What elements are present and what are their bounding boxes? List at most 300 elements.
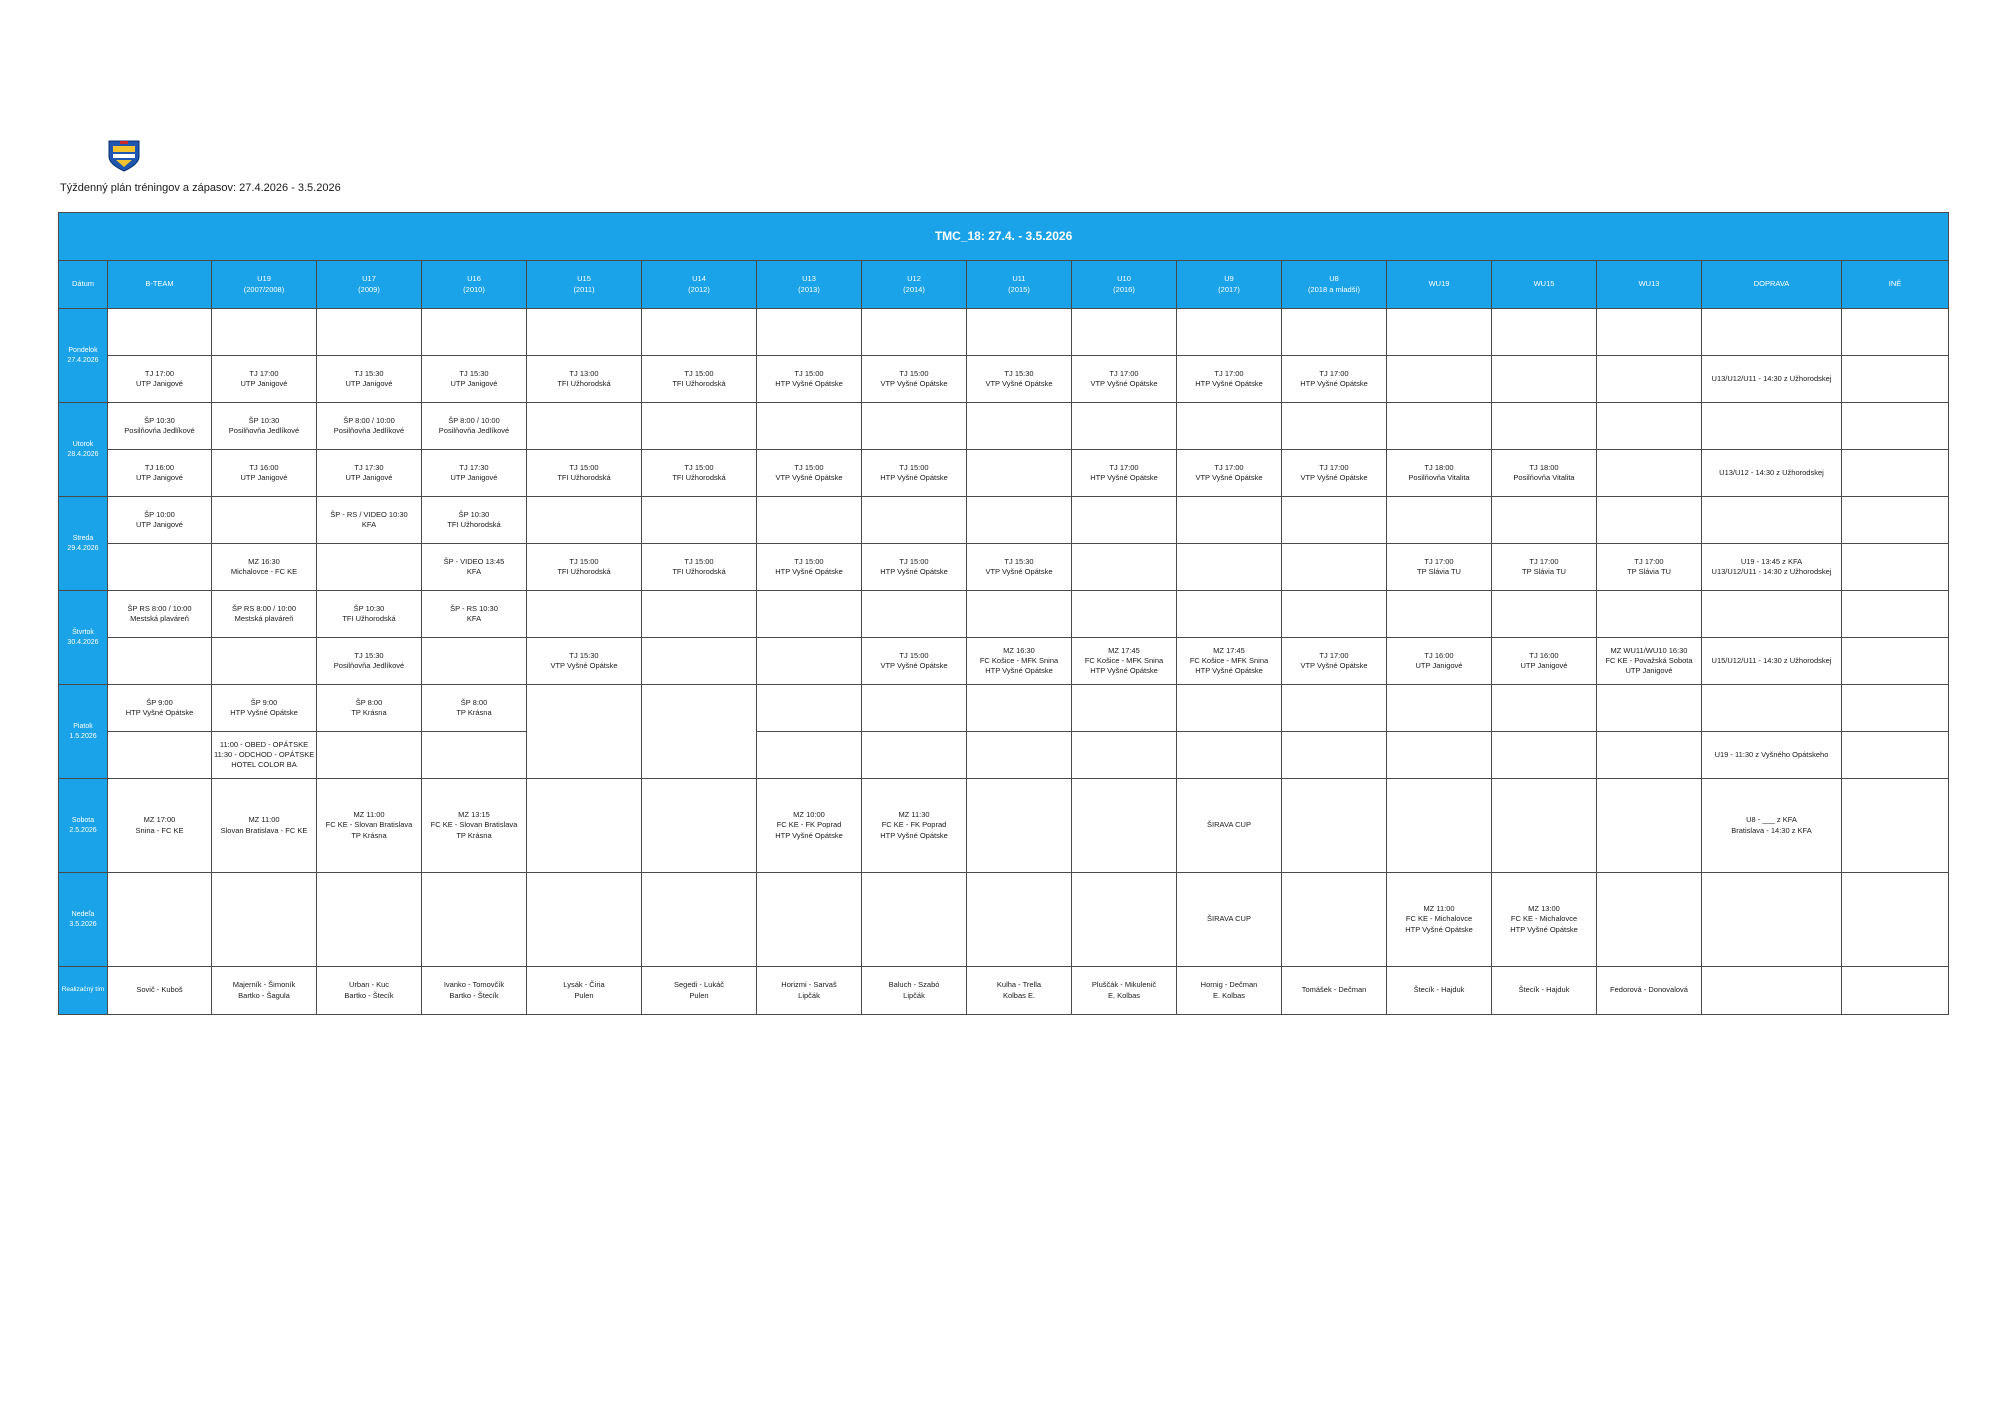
schedule-cell — [1842, 450, 1949, 497]
cell-line: FC KE - FK Poprad — [776, 820, 842, 830]
cell-line: TFI Užhorodská — [557, 473, 611, 482]
schedule-cell — [108, 497, 212, 544]
cell-line: TJ 17:00 — [1319, 462, 1349, 472]
schedule-cell — [1177, 685, 1282, 732]
cell-line: FC KE - Považská Sobota — [1605, 655, 1693, 665]
schedule-cell — [527, 591, 642, 638]
cell-line: TJ 15:30 — [1004, 556, 1034, 566]
schedule-cell — [642, 779, 757, 873]
schedule-cell — [1492, 779, 1597, 873]
column-header — [1387, 261, 1492, 309]
schedule-cell — [527, 638, 642, 685]
cell-line: TJ 15:30 — [354, 368, 384, 378]
schedule-cell — [317, 591, 422, 638]
cell-line: VTP Vyšné Opátske — [880, 379, 948, 388]
schedule-cell — [967, 450, 1072, 497]
column-header — [1842, 261, 1949, 309]
cell-line: UTP Janigové — [450, 473, 498, 482]
schedule-cell — [1387, 544, 1492, 591]
column-name: Dátum — [71, 279, 95, 289]
schedule-cell — [1177, 450, 1282, 497]
cell-line: VTP Vyšné Opátske — [775, 473, 843, 482]
cell-line: TP Krásna — [456, 830, 492, 840]
schedule-cell — [1492, 356, 1597, 403]
schedule-cell — [527, 967, 642, 1015]
schedule-cell — [642, 403, 757, 450]
cell-line: FC Košice - MFK Snina — [1084, 655, 1164, 665]
cell-line: MZ 16:30 — [1003, 645, 1035, 655]
cell-line: U19 - 11:30 z Vyšného Opátskeho — [1714, 749, 1829, 759]
schedule-cell — [212, 685, 317, 732]
schedule-cell — [108, 779, 212, 873]
cell-line: HTP Vyšné Opátske — [880, 567, 948, 576]
column-name: U17 — [362, 274, 376, 284]
cell-line: Tomášek - Dečman — [1301, 985, 1367, 995]
cell-line: U13/U12 - 14:30 z Užhorodskej — [1719, 467, 1824, 477]
cell-line: MZ 16:30 — [248, 556, 280, 566]
schedule-cell — [108, 403, 212, 450]
day-name: Streda — [72, 535, 94, 543]
day-name: Pondelok — [68, 347, 98, 355]
column-name: U10 — [1117, 274, 1131, 284]
cell-line: Kolbas E. — [1002, 990, 1036, 1000]
cell-line: Posilňovňa Jedlíkové — [333, 426, 405, 435]
cell-line: Lysák - Čiria — [563, 980, 605, 990]
schedule-cell — [862, 356, 967, 403]
cell-line: VTP Vyšné Opátske — [1300, 473, 1368, 482]
cell-line: Posilňovňa Vitalita — [1408, 473, 1470, 482]
day-label — [59, 873, 108, 967]
cell-line: TJ 15:00 — [794, 368, 824, 378]
schedule-cell — [212, 450, 317, 497]
cell-line: UTP Janigové — [450, 379, 498, 388]
schedule-cell — [1597, 779, 1702, 873]
cell-line: Majerník - Šimoník — [232, 980, 296, 990]
schedule-cell — [108, 544, 212, 591]
cell-line: Urban - Kuc — [348, 980, 390, 990]
cell-line: KFA — [466, 567, 482, 576]
schedule-cell — [1702, 685, 1842, 732]
cell-line: Pluščák - Mikulenič — [1091, 980, 1157, 990]
column-subtitle: (2016) — [1113, 284, 1135, 294]
schedule-cell — [967, 638, 1072, 685]
cell-line: Štecík - Hajduk — [1518, 985, 1570, 995]
schedule-cell — [967, 356, 1072, 403]
staff-label: Realizačný tím — [59, 967, 108, 1015]
schedule-cell — [862, 403, 967, 450]
cell-line: HTP Vyšné Opátske — [880, 473, 948, 482]
schedule-cell — [642, 638, 757, 685]
day-name: Utorok — [72, 441, 94, 449]
table-row — [59, 638, 1949, 685]
table-row — [59, 873, 1949, 967]
page-subtitle: Týždenný plán tréningov a zápasov: 27.4.2026 - 3.5.2026 — [60, 182, 341, 194]
cell-line: MZ 11:30 — [898, 810, 930, 820]
day-date: 29.4.2026 — [67, 544, 99, 552]
cell-line: MZ 17:45 — [1108, 645, 1140, 655]
cell-line: ŠP 10:00 — [144, 509, 175, 519]
column-header — [862, 261, 967, 309]
schedule-cell — [1387, 732, 1492, 779]
cell-line: TJ 16:00 — [249, 462, 279, 472]
column-name: DOPRAVA — [1753, 279, 1790, 289]
column-header — [59, 261, 108, 309]
schedule-cell — [757, 356, 862, 403]
cell-line: TFI Užhorodská — [447, 520, 501, 529]
schedule-cell — [422, 685, 527, 732]
schedule-cell — [967, 497, 1072, 544]
cell-line: Posilňovňa Jedlíkové — [438, 426, 510, 435]
cell-line: TJ 15:00 — [899, 650, 929, 660]
schedule-cell — [212, 732, 317, 779]
cell-line: HTP Vyšné Opátske — [775, 830, 843, 840]
column-name: U11 — [1012, 274, 1026, 284]
schedule-cell — [757, 497, 862, 544]
cell-line: FC KE - Slovan Bratislava — [325, 820, 413, 830]
column-header — [212, 261, 317, 309]
schedule-cell — [1177, 873, 1282, 967]
cell-line: FC KE - Michalovce — [1510, 914, 1578, 924]
schedule-cell — [642, 450, 757, 497]
schedule-cell — [1177, 356, 1282, 403]
schedule-cell — [1492, 967, 1597, 1015]
schedule-cell — [212, 544, 317, 591]
schedule-cell — [642, 309, 757, 356]
schedule-cell — [1492, 873, 1597, 967]
day-name: Sobota — [71, 817, 95, 825]
cell-line: TJ 15:30 — [459, 368, 489, 378]
schedule-cell — [1492, 403, 1597, 450]
cell-line: Segedi - Lukáč — [673, 980, 725, 990]
schedule-cell — [1387, 403, 1492, 450]
cell-line: TJ 15:00 — [899, 462, 929, 472]
cell-line: TJ 17:00 — [1109, 368, 1139, 378]
column-name: WU19 — [1428, 279, 1450, 289]
schedule-cell — [1072, 544, 1177, 591]
schedule-cell — [1597, 732, 1702, 779]
schedule-cell — [527, 403, 642, 450]
column-subtitle: (2013) — [798, 284, 820, 294]
schedule-table — [58, 212, 1949, 1015]
cell-line: Fedorová - Donovalová — [1610, 985, 1688, 995]
cell-line: ŠP RS 8:00 / 10:00 — [231, 603, 297, 613]
cell-line: MZ 11:00 — [1423, 904, 1455, 914]
schedule-cell — [1702, 403, 1842, 450]
column-header — [1597, 261, 1702, 309]
table-row — [59, 450, 1949, 497]
schedule-cell — [422, 967, 527, 1015]
schedule-cell — [527, 685, 642, 779]
schedule-cell — [1597, 309, 1702, 356]
schedule-cell — [1072, 356, 1177, 403]
schedule-cell — [1702, 309, 1842, 356]
schedule-cell — [1842, 638, 1949, 685]
schedule-cell — [1842, 732, 1949, 779]
schedule-cell — [757, 591, 862, 638]
schedule-cell — [317, 873, 422, 967]
schedule-cell — [1492, 638, 1597, 685]
schedule-cell — [967, 544, 1072, 591]
club-logo — [106, 137, 142, 173]
cell-line: TJ 15:00 — [569, 556, 599, 566]
cell-line: MZ 11:00 — [353, 810, 385, 820]
schedule-cell — [757, 873, 862, 967]
table-row — [59, 685, 1949, 732]
cell-line: TP Krásna — [351, 708, 387, 717]
cell-line: TJ 17:00 — [1109, 462, 1139, 472]
schedule-cell — [642, 685, 757, 779]
cell-line: VTP Vyšné Opátske — [880, 661, 948, 670]
schedule-cell — [1702, 873, 1842, 967]
day-label — [59, 591, 108, 685]
column-subtitle: (2010) — [463, 284, 485, 294]
schedule-cell — [422, 779, 527, 873]
cell-line: UTP Janigové — [1520, 661, 1568, 670]
schedule-cell — [1387, 779, 1492, 873]
schedule-cell — [527, 356, 642, 403]
schedule-cell — [1597, 638, 1702, 685]
cell-line: Lipčák — [903, 990, 925, 1000]
schedule-cell — [642, 591, 757, 638]
schedule-cell — [1177, 967, 1282, 1015]
cell-line: Posilňovňa Jedlíkové — [124, 426, 195, 435]
cell-line: TJ 17:00 — [249, 368, 279, 378]
cell-line: UTP Janigové — [1415, 661, 1463, 670]
schedule-cell — [757, 544, 862, 591]
cell-line: TJ 17:00 — [1319, 368, 1349, 378]
schedule-cell — [862, 638, 967, 685]
column-header — [967, 261, 1072, 309]
schedule-cell — [1842, 685, 1949, 732]
schedule-cell — [1387, 638, 1492, 685]
day-date: 28.4.2026 — [67, 450, 99, 458]
schedule-cell — [108, 732, 212, 779]
schedule-cell — [422, 544, 527, 591]
schedule-cell — [1702, 732, 1842, 779]
schedule-cell — [642, 356, 757, 403]
cell-line: MZ 17:45 — [1213, 645, 1245, 655]
cell-line: ŠP - RS / VIDEO 10:30 — [330, 509, 408, 519]
schedule-cell — [757, 685, 862, 732]
cell-line: Posilňovňa Jedlíkové — [228, 426, 300, 435]
schedule-cell — [212, 403, 317, 450]
cell-line: FC KE - FK Poprad — [881, 820, 947, 830]
column-subtitle: (2009) — [358, 284, 380, 294]
column-subtitle: (2014) — [903, 284, 925, 294]
schedule-cell — [1702, 544, 1842, 591]
schedule-cell — [422, 873, 527, 967]
schedule-cell — [642, 544, 757, 591]
cell-line: ŠP 8:00 / 10:00 — [343, 415, 395, 425]
column-header — [642, 261, 757, 309]
schedule-cell — [967, 779, 1072, 873]
cell-line: ŠP 10:30 — [248, 415, 280, 425]
schedule-cell — [1072, 403, 1177, 450]
schedule-cell — [1387, 356, 1492, 403]
schedule-cell — [1492, 309, 1597, 356]
schedule-cell — [862, 309, 967, 356]
schedule-cell — [1597, 403, 1702, 450]
column-name: U16 — [467, 274, 481, 284]
cell-line: ŠP 9:00 — [146, 697, 173, 707]
schedule-cell — [1492, 497, 1597, 544]
schedule-cell — [1177, 732, 1282, 779]
schedule-cell — [1282, 544, 1387, 591]
cell-line: 11:30 - ODCHOD - OPÁTSKE — [214, 749, 315, 759]
schedule-cell — [1492, 450, 1597, 497]
cell-line: ŠIRAVA CUP — [1207, 820, 1251, 830]
schedule-cell — [1597, 356, 1702, 403]
cell-line: ŠP 10:30 — [353, 603, 385, 613]
cell-line: TFI Užhorodská — [672, 567, 726, 576]
cell-line: VTP Vyšné Opátske — [550, 661, 618, 670]
column-name: WU15 — [1533, 279, 1555, 289]
day-date: 2.5.2026 — [69, 826, 97, 834]
cell-line: TJ 17:00 — [1424, 556, 1454, 566]
cell-line: ŠP 10:30 — [144, 415, 175, 425]
cell-line: Bartko - Šagula — [238, 990, 290, 1000]
cell-line: UTP Janigové — [1625, 666, 1673, 676]
column-name: U8 — [1329, 274, 1339, 284]
column-header — [1072, 261, 1177, 309]
table-row — [59, 591, 1949, 638]
schedule-cell — [422, 403, 527, 450]
cell-line: MZ 10:00 — [793, 810, 825, 820]
schedule-cell — [422, 497, 527, 544]
cell-line: Snina - FC KE — [135, 825, 184, 835]
cell-line: Sovič - Kuboš — [136, 985, 183, 995]
cell-line: ŠP 8:00 — [355, 697, 383, 707]
cell-line: Posilňovňa Vitalita — [1513, 473, 1575, 482]
cell-line: TJ 15:00 — [794, 462, 824, 472]
column-subtitle: (2015) — [1008, 284, 1030, 294]
schedule-cell — [967, 732, 1072, 779]
day-label — [59, 403, 108, 497]
schedule-cell — [967, 309, 1072, 356]
column-header — [527, 261, 642, 309]
cell-line: Bartko - Štecík — [449, 990, 499, 1000]
cell-line: TJ 17:00 — [1529, 556, 1559, 566]
cell-line: Ivanko - Tomovčík — [443, 980, 505, 990]
cell-line: VTP Vyšné Opátske — [985, 379, 1053, 388]
schedule-cell — [317, 779, 422, 873]
schedule-cell — [108, 309, 212, 356]
schedule-cell — [317, 356, 422, 403]
schedule-cell — [108, 450, 212, 497]
schedule-cell — [1387, 967, 1492, 1015]
cell-line: ŠIRAVA CUP — [1207, 914, 1251, 924]
schedule-cell — [862, 450, 967, 497]
schedule-cell — [1282, 732, 1387, 779]
schedule-cell — [1702, 450, 1842, 497]
schedule-cell — [1177, 544, 1282, 591]
schedule-cell — [1072, 873, 1177, 967]
column-header — [757, 261, 862, 309]
cell-line: Horizmi - Sarvaš — [781, 980, 837, 990]
cell-line: TJ 18:00 — [1529, 462, 1559, 472]
cell-line: Mestská plaváreň — [130, 614, 189, 623]
cell-line: MZ 17:00 — [143, 815, 176, 825]
cell-line: U13/U12/U11 - 14:30 z Užhorodskej — [1711, 567, 1832, 576]
schedule-cell — [1842, 591, 1949, 638]
cell-line: ŠP RS 8:00 / 10:00 — [127, 603, 192, 613]
cell-line: UTP Janigové — [136, 379, 183, 388]
column-header — [1702, 261, 1842, 309]
cell-line: HTP Vyšné Opátske — [1090, 473, 1158, 482]
schedule-cell — [967, 967, 1072, 1015]
schedule-cell — [212, 638, 317, 685]
day-label — [59, 685, 108, 779]
staff-row — [59, 967, 1949, 1015]
table-row — [59, 779, 1949, 873]
schedule-cell — [1842, 309, 1949, 356]
schedule-cell — [967, 685, 1072, 732]
cell-line: TP Slávia TU — [1522, 567, 1566, 576]
schedule-cell — [1282, 356, 1387, 403]
schedule-cell — [1282, 779, 1387, 873]
schedule-cell — [1282, 685, 1387, 732]
schedule-cell — [1842, 873, 1949, 967]
column-header — [1177, 261, 1282, 309]
schedule-cell — [1072, 779, 1177, 873]
schedule-cell — [422, 356, 527, 403]
cell-line: FC Košice - MFK Snina — [979, 655, 1059, 665]
schedule-cell — [862, 732, 967, 779]
schedule-cell — [1282, 403, 1387, 450]
column-name: WU13 — [1638, 279, 1660, 289]
cell-line: FC KE - Michalovce — [1405, 914, 1473, 924]
schedule-cell — [422, 309, 527, 356]
day-label — [59, 309, 108, 403]
schedule-cell — [1597, 591, 1702, 638]
schedule-cell — [1387, 685, 1492, 732]
column-subtitle: (2012) — [688, 284, 710, 294]
cell-line: Štecík - Hajduk — [1413, 985, 1465, 995]
cell-line: UTP Janigové — [345, 473, 393, 482]
schedule-cell — [317, 450, 422, 497]
cell-line: U19 - 13:45 z KFA — [1740, 556, 1803, 566]
cell-line: U15/U12/U11 - 14:30 z Užhorodskej — [1711, 655, 1832, 665]
schedule-cell — [422, 638, 527, 685]
cell-line: TJ 15:00 — [794, 556, 824, 566]
cell-line: E. Kolbas — [1212, 990, 1246, 1000]
schedule-cell — [317, 309, 422, 356]
cell-line: HOTEL COLOR BA — [231, 760, 297, 770]
cell-line: FC Košice - MFK Snina — [1189, 655, 1269, 665]
schedule-cell — [757, 967, 862, 1015]
cell-line: Posilňovňa Jedlíkové — [333, 661, 405, 670]
schedule-cell — [527, 497, 642, 544]
cell-line: TJ 17:30 — [354, 462, 384, 472]
column-name: U19 — [257, 274, 271, 284]
cell-line: TJ 15:00 — [899, 368, 929, 378]
schedule-cell — [757, 450, 862, 497]
schedule-cell — [1702, 638, 1842, 685]
table-row — [59, 544, 1949, 591]
cell-line: TJ 15:00 — [684, 462, 714, 472]
day-label — [59, 779, 108, 873]
schedule-cell — [1072, 591, 1177, 638]
cell-line: HTP Vyšné Opátske — [1405, 924, 1473, 934]
schedule-cell — [1597, 497, 1702, 544]
schedule-cell — [862, 967, 967, 1015]
schedule-cell — [1702, 967, 1842, 1015]
cell-line: HTP Vyšné Opátske — [985, 666, 1053, 676]
cell-line: TJ 16:00 — [1529, 650, 1559, 660]
cell-line: TJ 17:00 — [1634, 556, 1664, 566]
schedule-cell — [757, 779, 862, 873]
cell-line: TJ 15:00 — [684, 368, 714, 378]
